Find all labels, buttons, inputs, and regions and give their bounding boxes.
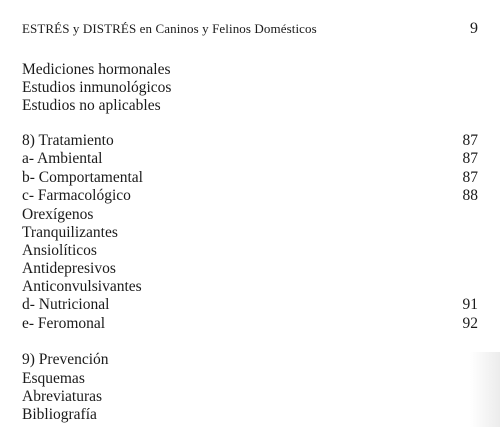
- toc-entry-label: Anticonvulsivantes: [22, 278, 142, 295]
- toc-entry: [22, 96, 478, 116]
- toc-entry: [22, 78, 478, 98]
- toc-entry-label: b- Comportamental: [22, 169, 143, 186]
- toc-entry: [22, 223, 478, 243]
- toc-entry-label: Ansiolíticos: [22, 242, 97, 259]
- toc-entry: [22, 277, 478, 297]
- toc-entry: [22, 295, 478, 315]
- toc-entry-label: Antidepresivos: [22, 260, 116, 277]
- toc-entry-label: 9) Prevención: [22, 351, 109, 368]
- toc-entry-label: Estudios inmunológicos: [22, 79, 172, 96]
- header-title-caps: ESTRÉS y DISTRÉS: [22, 21, 137, 36]
- toc-entry: [22, 387, 478, 407]
- page-edge-shadow: [470, 352, 500, 427]
- running-header: [22, 18, 478, 40]
- toc-entry-label: 8) Tratamiento: [22, 132, 114, 149]
- toc-entry-label: Abreviaturas: [22, 388, 103, 405]
- toc-entry: [22, 205, 478, 225]
- toc-entry-page: 91: [462, 296, 478, 313]
- toc-entry-label: Tranquilizantes: [22, 224, 118, 241]
- toc-entry-page: 92: [462, 315, 478, 332]
- toc-entry-label: a- Ambiental: [22, 150, 103, 167]
- toc-entry: [22, 149, 478, 169]
- toc-entry-label: Mediciones hormonales: [22, 61, 171, 78]
- header-page-number: 9: [470, 20, 478, 37]
- toc-entry: [22, 314, 478, 334]
- toc-entry: [22, 259, 478, 279]
- toc-entry: [22, 350, 478, 370]
- toc-entry-label: Bibliografía: [22, 406, 97, 423]
- toc-entry: [22, 369, 478, 389]
- toc-entry: [22, 241, 478, 261]
- toc-entry-label: Esquemas: [22, 370, 85, 387]
- toc-entry-label: e- Feromonal: [22, 315, 106, 332]
- toc-entry: [22, 405, 478, 425]
- toc-entry: [22, 186, 478, 206]
- toc-entry: [22, 131, 478, 151]
- toc-entry-label: Orexígenos: [22, 206, 94, 223]
- header-title-rest: en Caninos y Felinos Domésticos: [136, 21, 317, 36]
- toc-entry: [22, 60, 478, 80]
- toc-entry-label: d- Nutricional: [22, 296, 110, 313]
- header-title: [22, 18, 317, 40]
- toc-entry-page: 87: [462, 132, 478, 149]
- toc-entry-label: Estudios no aplicables: [22, 97, 161, 114]
- toc-entry-page: 87: [462, 169, 478, 186]
- toc-entry-label: c- Farmacológico: [22, 187, 131, 204]
- toc-entry: [22, 168, 478, 188]
- toc-entry-page: 88: [462, 187, 478, 204]
- toc-entry-page: 87: [462, 150, 478, 167]
